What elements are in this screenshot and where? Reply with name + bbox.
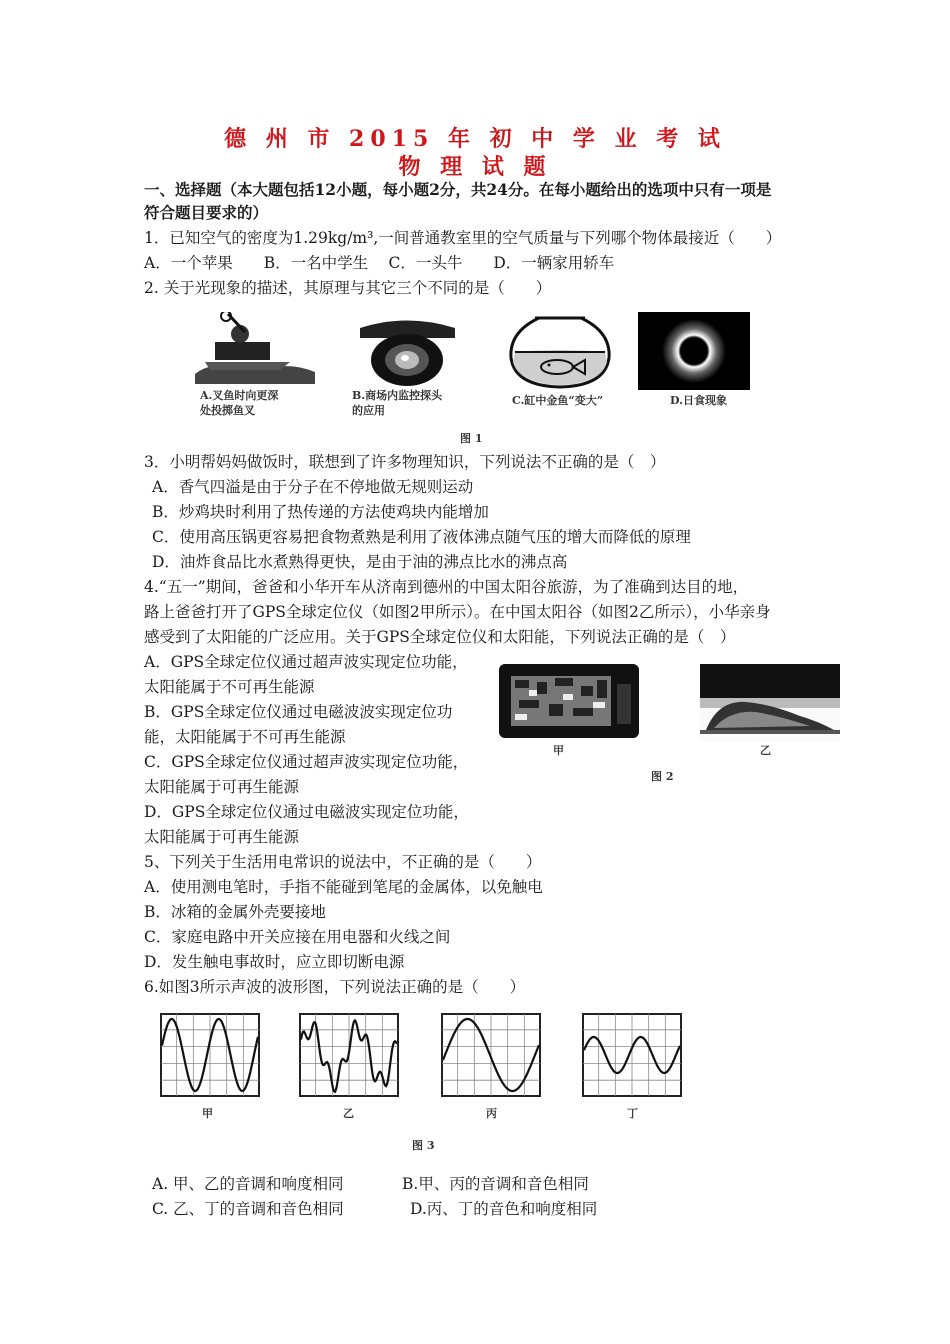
- q3-option-b: B．炒鸡块时利用了热传递的方法使鸡块内能增加: [152, 503, 489, 521]
- q3-stem: 3．小明帮妈妈做饭时，联想到了许多物理知识，下列说法不正确的是（ ）: [144, 453, 666, 471]
- q1-options: A．一个苹果 B．一名中学生 C．一头牛 D．一辆家用轿车: [144, 254, 615, 272]
- fig3-label-bing: 丙: [486, 1107, 497, 1120]
- q6-option-c: C. 乙、丁的音调和音色相同: [152, 1200, 344, 1218]
- q3-option-c: C．使用高压锅更容易把食物煮熟是利用了液体沸点随气压的增大而降低的原理: [152, 528, 691, 546]
- q5-option-a: A．使用测电笔时，手指不能碰到笔尾的金属体，以免触电: [144, 878, 543, 896]
- fig1-d-eclipse-image: [638, 312, 750, 390]
- q3-option-d: D．油炸食品比水煮熟得更快，是由于油的沸点比水的沸点高: [152, 553, 568, 571]
- q5-option-c: C．家庭电路中开关应接在用电器和火线之间: [144, 928, 451, 946]
- fig3-caption: 图 3: [412, 1139, 435, 1152]
- q3-option-a: A．香气四溢是由于分子在不停地做无规则运动: [152, 478, 474, 496]
- fig3-label-yi: 乙: [343, 1107, 354, 1120]
- fig3-wave-jia: [160, 1013, 260, 1097]
- fig1-c-caption: C.缸中金鱼“变大”: [512, 394, 604, 407]
- fig2-jia-gps-image: [497, 660, 647, 742]
- fig1-a-fishing-image: [190, 312, 330, 387]
- q4-option-d-1: D．GPS全球定位仪通过电磁波实现定位功能，: [144, 803, 469, 821]
- fig1-b-camera-image: [355, 318, 460, 388]
- exam-title: 德 州 市 2015 年 初 中 学 业 考 试: [224, 126, 726, 152]
- q4-option-c-2: 太阳能属于可再生能源: [144, 778, 300, 796]
- q4-option-a-1: A．GPS全球定位仪通过超声波实现定位功能，: [144, 653, 468, 671]
- q5-option-b: B．冰箱的金属外壳要接地: [144, 903, 326, 921]
- q4-option-b-1: B．GPS全球定位仪通过电磁波波实现定位功: [144, 703, 453, 721]
- q4-option-d-2: 太阳能属于可再生能源: [144, 828, 300, 846]
- fig1-a-caption-1: A.叉鱼时向更深: [200, 389, 279, 402]
- fig1-b-caption-1: B.商场内监控探头: [352, 389, 443, 402]
- fig2-jia-label: 甲: [553, 744, 564, 757]
- subject-title: 物 理 试 题: [398, 154, 552, 180]
- fig1-d-caption: D.日食现象: [670, 394, 727, 407]
- fig1-c-fishbowl-image: [505, 312, 615, 390]
- q4-stem-2: 路上爸爸打开了GPS全球定位仪（如图2甲所示）。在中国太阳谷（如图2乙所示），小华亲身: [144, 603, 771, 621]
- q5-option-d: D．发生触电事故时，应立即切断电源: [144, 953, 405, 971]
- fig3-wave-yi: [299, 1013, 399, 1097]
- q4-stem-1: 4.“五一”期间，爸爸和小华开车从济南到德州的中国太阳谷旅游，为了准确到达目的地，: [144, 578, 749, 596]
- q2-stem: 2. 关于光现象的描述，其原理与其它三个不同的是（ ）: [144, 279, 552, 297]
- q4-option-b-2: 能，太阳能属于不可再生能源: [144, 728, 346, 746]
- section-heading-cont: 符合题目要求的）: [144, 203, 269, 222]
- fig1-caption: 图 1: [460, 432, 483, 445]
- q6-option-b: B.甲、丙的音调和音色相同: [402, 1175, 589, 1193]
- fig3-label-jia: 甲: [202, 1107, 213, 1120]
- q1-stem: 1．已知空气的密度为1.29kg/m³,一间普通教室里的空气质量与下列哪个物体最接近（ ）: [144, 229, 782, 247]
- q4-option-a-2: 太阳能属于不可再生能源: [144, 678, 315, 696]
- fig3-wave-bing: [441, 1013, 541, 1097]
- fig3-label-ding: 丁: [627, 1107, 638, 1120]
- q5-stem: 5、下列关于生活用电常识的说法中，不正确的是（ ）: [144, 853, 542, 871]
- q6-option-d: D.丙、丁的音色和响度相同: [410, 1200, 598, 1218]
- q6-stem: 6.如图3所示声波的波形图，下列说法正确的是（ ）: [144, 978, 526, 996]
- fig1-a-caption-2: 处投掷鱼叉: [200, 404, 255, 417]
- fig2-yi-building-image: [700, 664, 840, 742]
- fig2-yi-label: 乙: [760, 744, 771, 757]
- q4-option-c-1: C．GPS全球定位仪通过超声波实现定位功能，: [144, 753, 469, 771]
- fig1-b-caption-2: 的应用: [352, 404, 385, 417]
- fig2-caption: 图 2: [651, 770, 674, 783]
- section-heading: 一、选择题（本大题包括12小题，每小题2分，共24分。在每小题给出的选项中只有一项是: [144, 180, 772, 199]
- fig3-wave-ding: [582, 1013, 682, 1097]
- q6-option-a: A. 甲、乙的音调和响度相同: [152, 1175, 344, 1193]
- q4-stem-3: 感受到了太阳能的广泛应用。关于GPS全球定位仪和太阳能，下列说法正确的是（ ）: [144, 628, 736, 646]
